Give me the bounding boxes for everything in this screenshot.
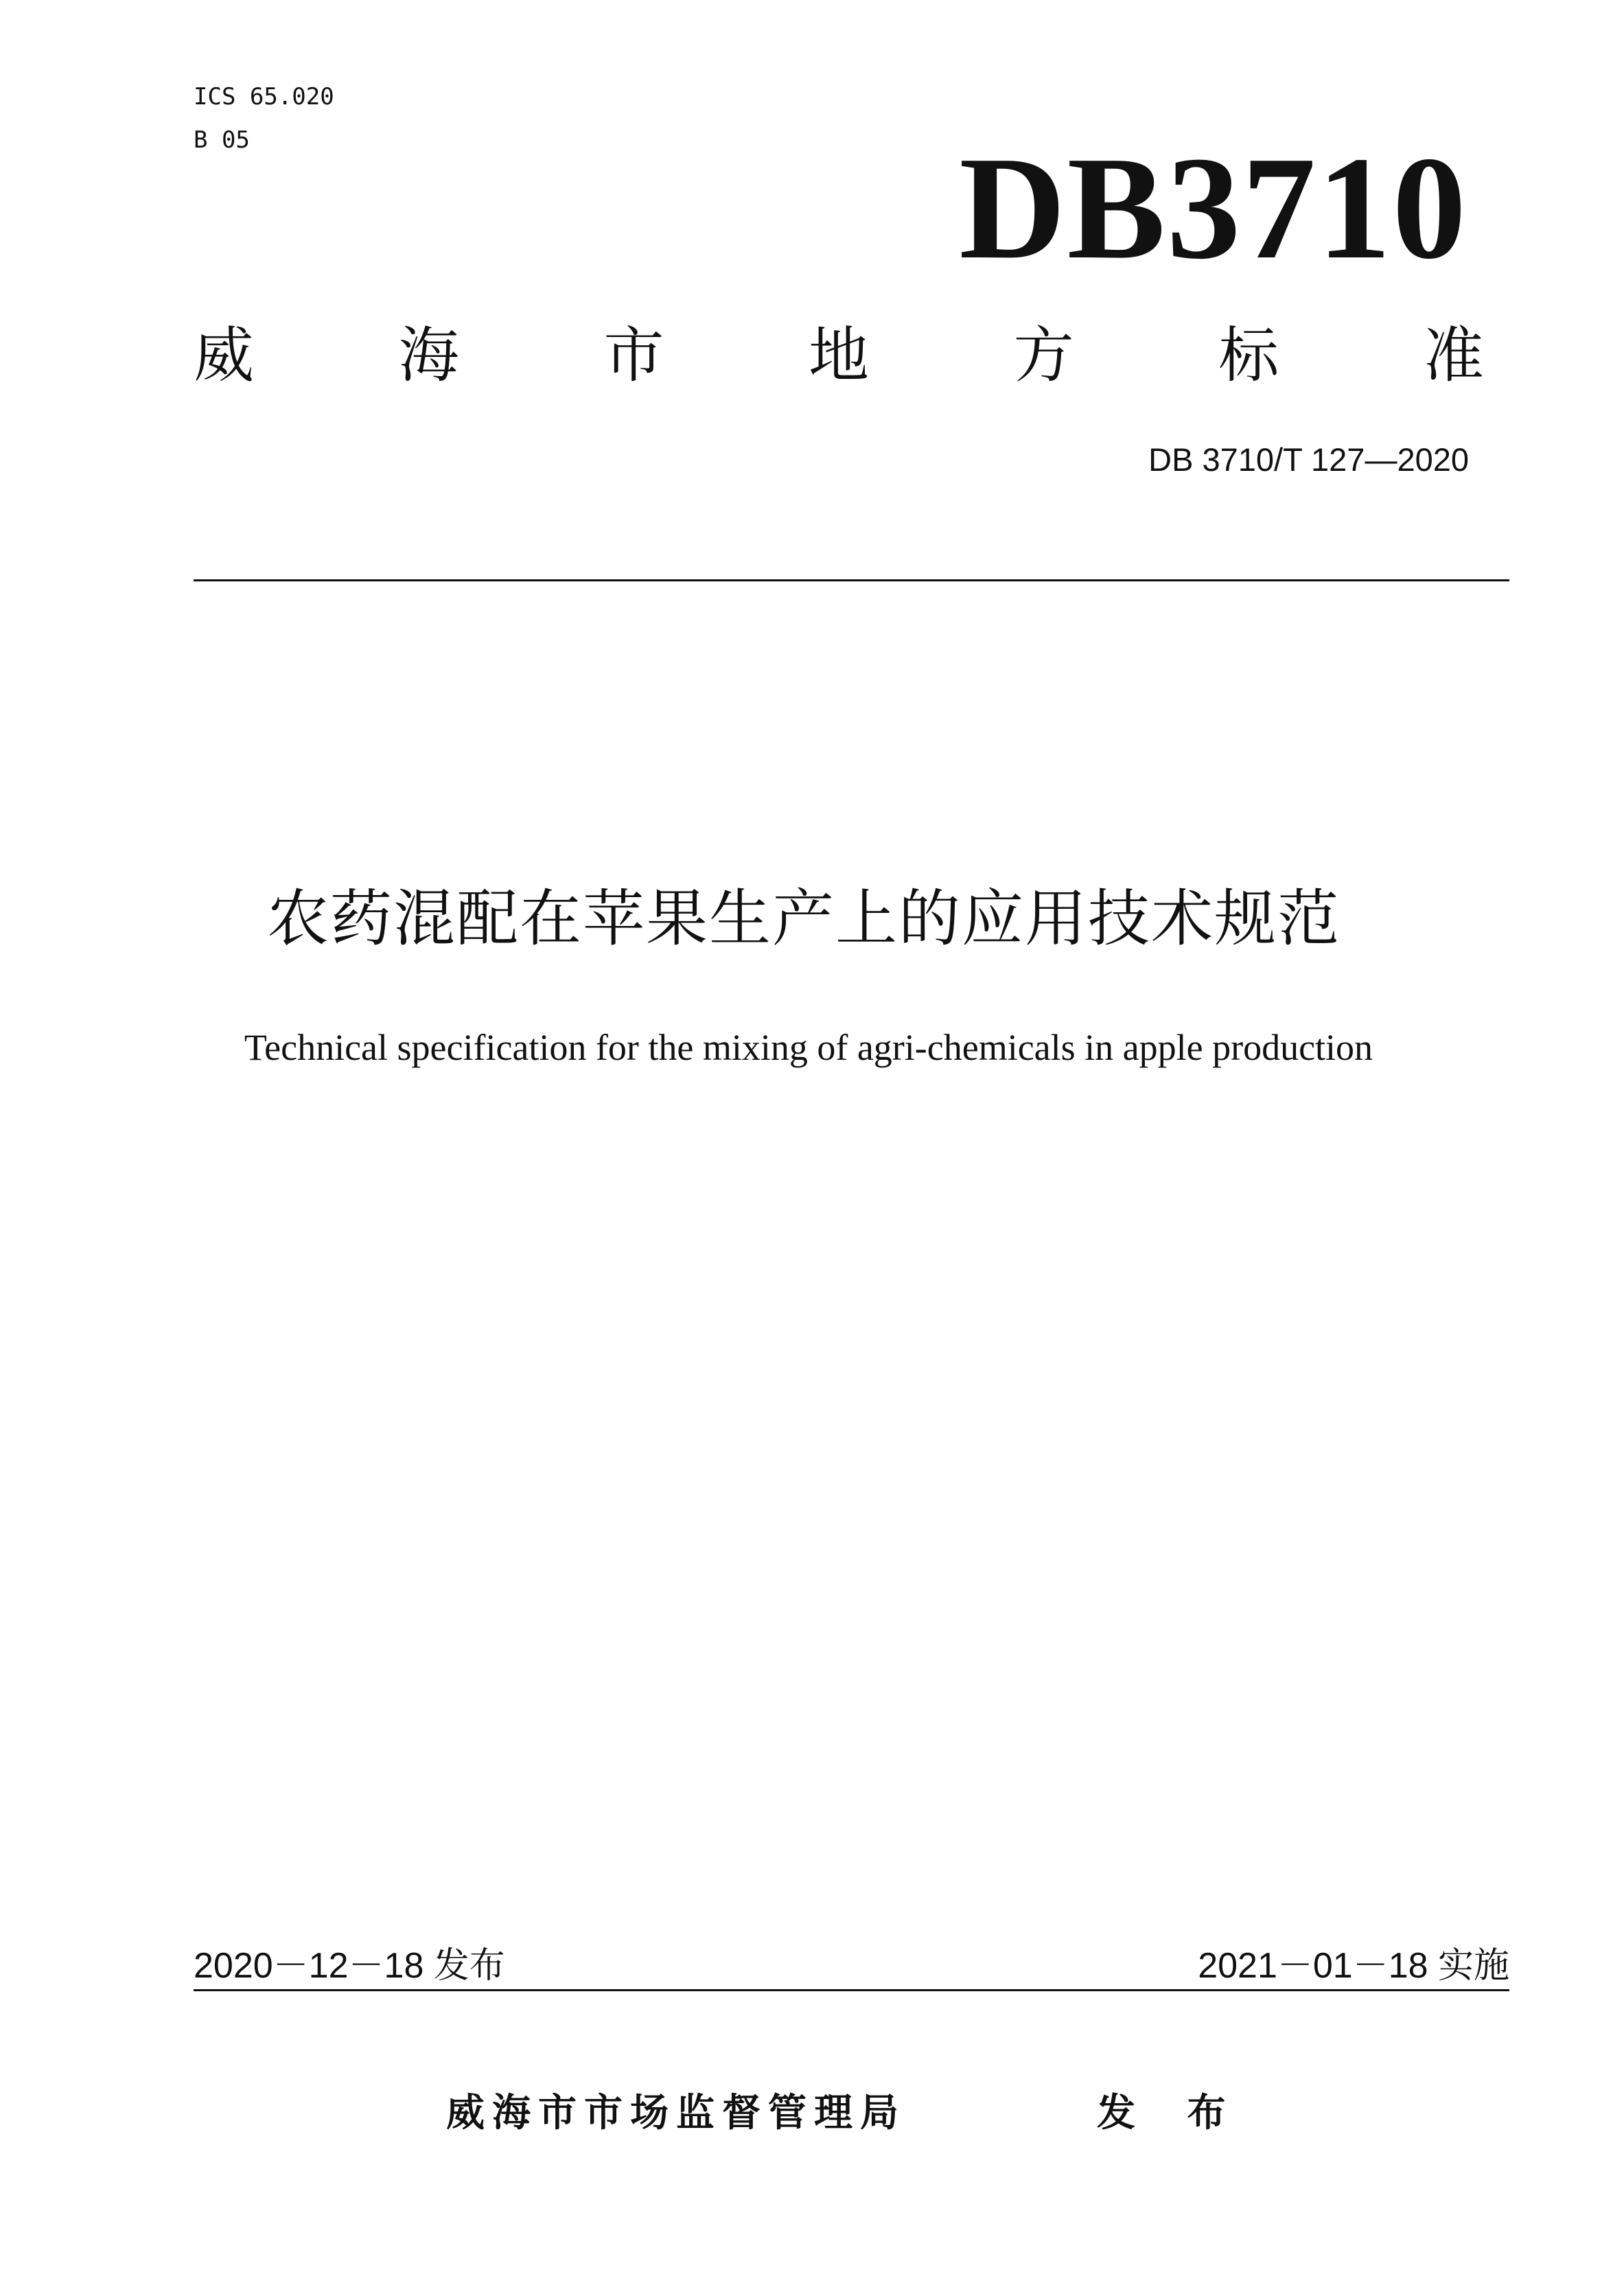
standard-type-char: 市	[603, 320, 664, 391]
standard-type-char: 准	[1423, 320, 1484, 391]
header-divider	[194, 579, 1509, 581]
issue-date: 2020－12－18 发布	[194, 1946, 505, 1986]
standard-logo: DB3710	[959, 126, 1468, 290]
ccs-code: B 05	[194, 126, 250, 154]
implementation-date: 2021－01－18 实施	[1198, 1946, 1509, 1986]
standard-type-char: 海	[398, 320, 459, 391]
standard-type-char: 方	[1013, 320, 1074, 391]
title-english-block	[0, 1025, 1624, 1069]
title-chinese-block	[0, 881, 1624, 957]
standard-type-char: 标	[1218, 320, 1279, 391]
standard-type	[194, 321, 1484, 390]
publish-label: 发 布	[1097, 2091, 1245, 2135]
standard-type-char: 威	[194, 320, 255, 391]
issuing-authority: 威海市市场监督管理局	[446, 2091, 906, 2135]
ics-code: ICS 65.020	[194, 83, 334, 111]
title-chinese: 农药混配在苹果生产上的应用技术规范	[267, 883, 1341, 955]
title-english: Technical specification for the mixing of agri-chemicals in apple production	[244, 1027, 1373, 1068]
standard-type-char: 地	[808, 320, 869, 391]
standard-number: DB 3710/T 127—2020	[1148, 441, 1469, 478]
footer-divider	[194, 1989, 1509, 1991]
